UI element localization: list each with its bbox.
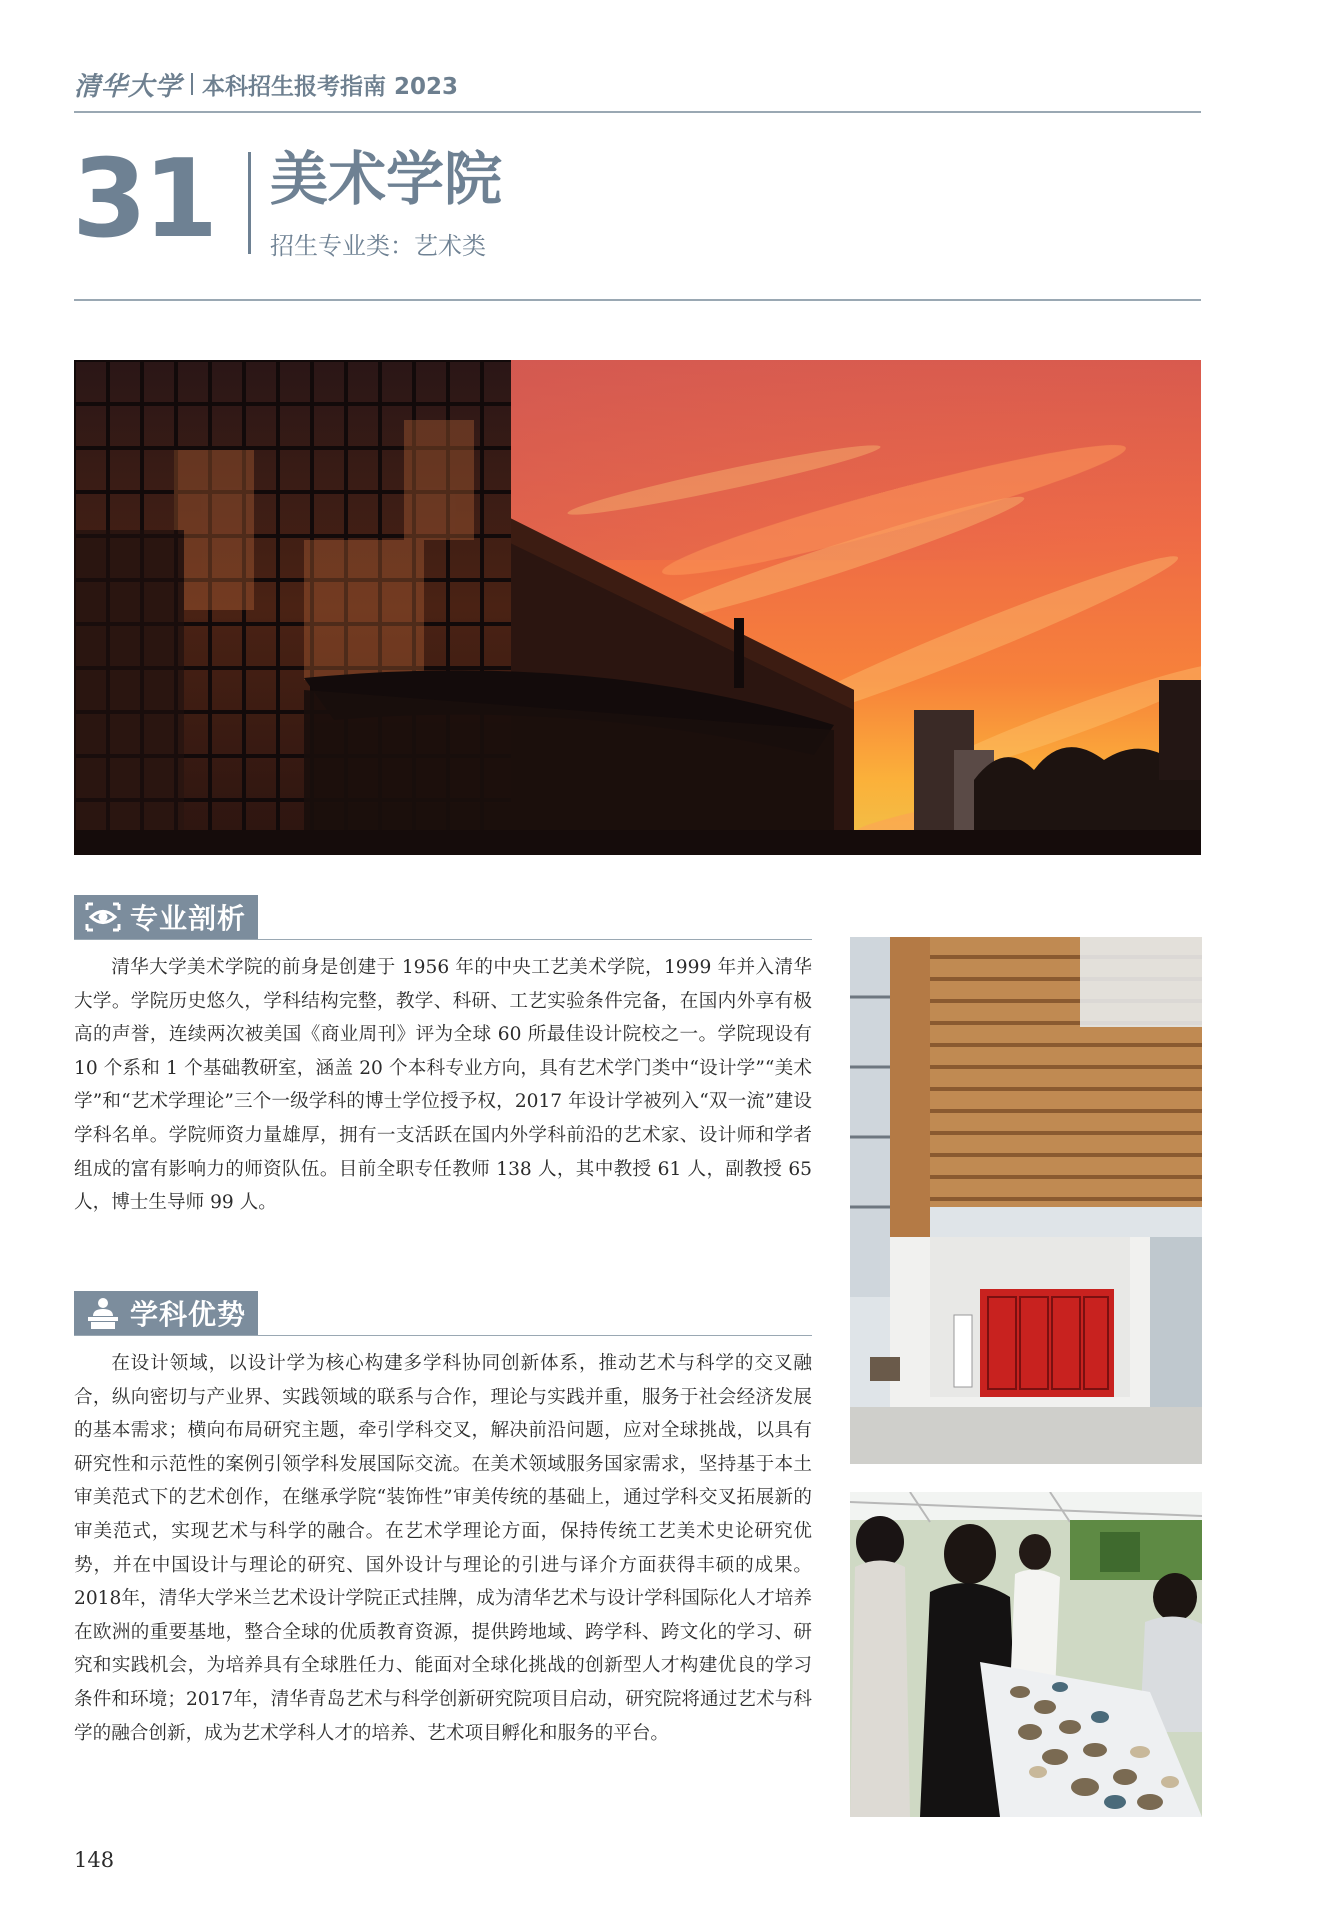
running-header (74, 64, 458, 104)
header-rule (74, 111, 1201, 113)
section-tab (74, 1291, 258, 1335)
chapter-divider (248, 152, 251, 254)
chapter-subtitle: 招生专业类：艺术类 (270, 232, 486, 260)
section-title: 学科优势 (130, 1298, 247, 1331)
section-title: 专业剖析 (130, 902, 247, 935)
page-number: 148 (74, 1848, 115, 1872)
section-rule (74, 939, 812, 940)
guide-title: 本科招生报考指南 2023 (202, 73, 459, 100)
hero-photo-building-sunset (74, 360, 1201, 855)
chapter-title: 美术学院 (270, 145, 503, 213)
section-header-analysis (74, 895, 258, 939)
photo-building-entrance (850, 937, 1202, 1464)
header-separator (191, 73, 193, 95)
section-tab (74, 895, 258, 939)
podium-person-icon (84, 1294, 122, 1332)
section-rule (74, 1335, 812, 1336)
chapter-number: 31 (72, 137, 215, 262)
section-header-advantages (74, 1291, 258, 1335)
title-rule (74, 299, 1201, 301)
eye-icon (84, 898, 122, 936)
advantages-paragraph: 在设计领域，以设计学为核心构建多学科协同创新体系，推动艺术与科学的交叉融合，纵向密切与产业界、实践领域的联系与合作，理论与实践并重，服务于社会经济发展的基本需求；横向布局研究主题，牵引学科交叉，解决前沿问题，应对全球挑战，以具有研究性和示范性的案例引领学科发展国际交流。在美术领域服务国家需求，坚持基于本土审美范式下的艺术创作，在继承学院“装饰性”审美传统的基础上，通过学科交叉拓展新的审美范式，实现艺术与科学的融合。在艺术学理论方面，保持传统工艺美术史论研究优势，并在中国设计与理论的研究、国外设计与理论的引进与译介方面获得丰硕的成果。2018年，清华大学米兰艺术设计学院正式挂牌，成为清华艺术与设计学科国际化人才培养在欧洲的重要基地，整合全球的优质教育资源，提供跨地域、跨学科、跨文化的学习、研究和实践机会，为培养具有全球胜任力、能面对全球化挑战的创新型人才构建优良的学习条件和环境；2017年，清华青岛艺术与科学创新研究院项目启动，研究院将通过艺术与科学的融合创新，成为艺术学科人才的培养、艺术项目孵化和服务的平台。 (74, 1353, 812, 1744)
photo-ceramics-exhibition (850, 1492, 1202, 1817)
tsinghua-logo: 清华大学 (74, 71, 183, 102)
analysis-paragraph: 清华大学美术学院的前身是创建于 1956 年的中央工艺美术学院，1999 年并入清华大学。学院历史悠久，学科结构完整，教学、科研、工艺实验条件完备，在国内外享有极高的声誉，连续两次被美国《商业周刊》评为全球 60 所最佳设计院校之一。学院现设有 10 个系和 1 个基础教研室，涵盖 20 个本科专业方向，具有艺术学门类中“设计学”“美术学”和“艺术学理论”三个一级学科的博士学位授予权，2017 年设计学被列入“双一流”建设学科名单。学院师资力量雄厚，拥有一支活跃在国内外学科前沿的艺术家、设计师和学者组成的富有影响力的师资队伍。目前全职专任教师 138 人，其中教授 61 人，副教授 65 人，博士生导师 99 人。 (74, 957, 812, 1214)
